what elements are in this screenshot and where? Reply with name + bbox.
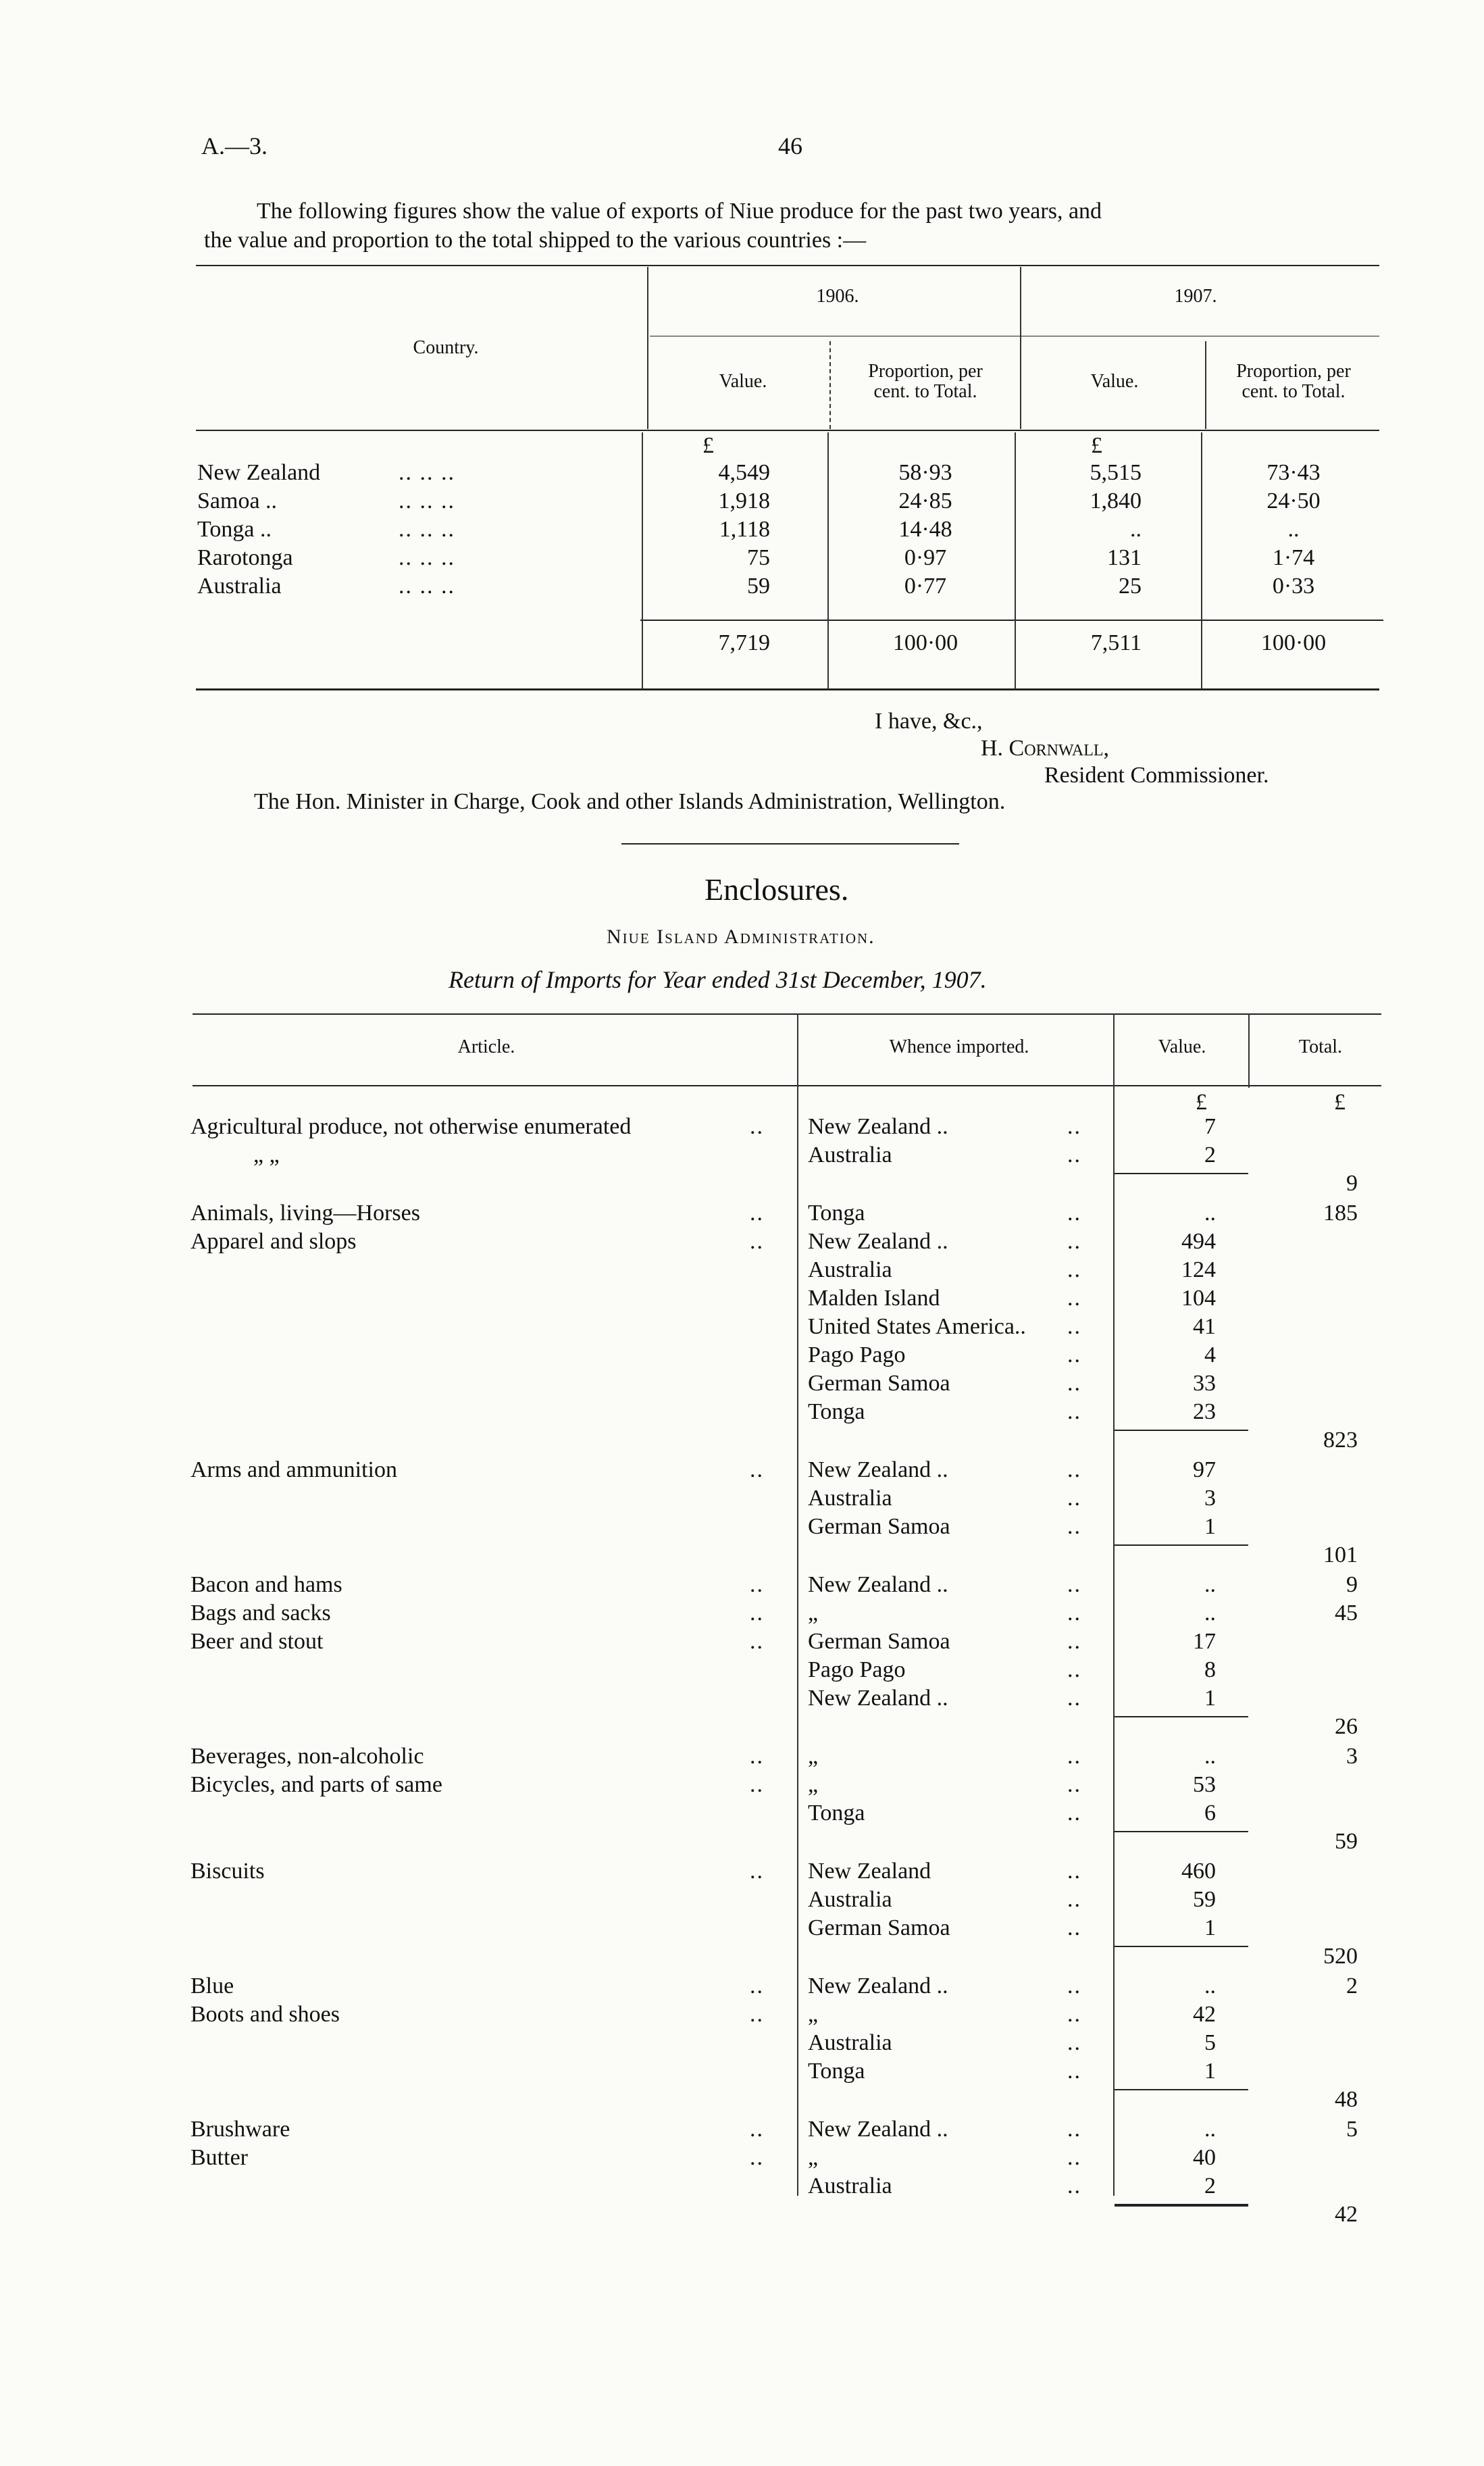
import-value: 97 [1193,1457,1216,1482]
import-total: 3 [1346,1744,1358,1769]
leader-dots: .. [750,1629,764,1654]
leader-dots: .. .. .. [399,488,455,513]
leader-dots: .. [1067,2117,1081,2142]
import-article: Agricultural produce, not otherwise enumerated [190,1114,632,1139]
addressee: The Hon. Minister in Charge, Cook and other Islands Administration, Wellington. [254,789,1006,814]
import-value: 124 [1181,1257,1216,1282]
export-proportion-1907: 73·43 [1266,460,1321,485]
export-value-1906: 75 [747,545,770,570]
col-value: Value. [1158,1036,1206,1057]
total-value-1907: 7,511 [1090,630,1142,655]
import-total: 9 [1346,1171,1358,1196]
import-article: Brushware [190,2117,290,2142]
leader-dots: .. [1067,1371,1081,1396]
leader-dots: .. [1067,1572,1081,1597]
leader-dots: .. [1067,1744,1081,1769]
leader-dots: .. [1067,1457,1081,1482]
leader-dots: .. [750,1572,764,1597]
import-article: Arms and ammunition [190,1457,397,1482]
import-value: 42 [1193,2002,1216,2027]
subtotal-rule [1115,1946,1248,1947]
import-whence: Australia [808,1257,892,1282]
import-article: Animals, living—Horses [190,1201,420,1226]
leader-dots: .. [1067,2059,1081,2084]
import-value: 1 [1204,1514,1216,1539]
import-whence: German Samoa [808,1514,950,1539]
import-value: 104 [1181,1286,1216,1311]
currency-1907: £ [1091,433,1102,458]
leader-dots: .. [750,2145,764,2170]
import-value: 59 [1193,1887,1216,1912]
leader-dots: .. [1067,1142,1081,1167]
col-proportion-1906: Proportion, per cent. to Total. [868,361,983,402]
export-value-1907: 131 [1107,545,1142,570]
import-article: Bicycles, and parts of same [190,1772,442,1797]
leader-dots: .. [1067,1772,1081,1797]
import-whence: New Zealand .. [808,1114,948,1139]
leader-dots: .. [1067,1801,1081,1826]
import-value: 460 [1181,1859,1216,1884]
leader-dots: .. [1067,1973,1081,1998]
leader-dots: .. [1067,2002,1081,2027]
export-proportion-1907: .. [1287,517,1300,542]
import-article: Beer and stout [190,1629,324,1654]
import-whence: New Zealand .. [808,1457,948,1482]
leader-dots: .. [750,2117,764,2142]
export-proportion-1907: 1·74 [1272,545,1315,570]
export-value-1907: 1,840 [1090,488,1142,513]
import-value: .. [1204,1601,1216,1626]
import-article-ditto: „ „ [253,1142,280,1167]
leader-dots: .. [750,1114,764,1139]
leader-dots: .. [750,1772,764,1797]
page-number: 46 [778,132,802,159]
import-value: 6 [1204,1801,1216,1826]
export-proportion-1906: 14·48 [898,517,952,542]
import-article: Bacon and hams [190,1572,342,1597]
import-whence: Tonga [808,1201,865,1226]
col-article: Article. [457,1036,515,1057]
return-subtitle: Return of Imports for Year ended 31st December, 1907. [449,966,987,993]
import-article: Apparel and slops [190,1229,357,1254]
leader-dots: .. [750,1229,764,1254]
import-whence: Malden Island [808,1286,940,1311]
import-whence: Tonga [808,1801,865,1826]
total-proportion-1906: 100·00 [892,630,958,655]
total-proportion-1907: 100·00 [1260,630,1327,655]
import-total: 26 [1335,1714,1358,1739]
leader-dots: .. [1067,1201,1081,1226]
leader-dots: .. [1067,1915,1081,1940]
import-whence: New Zealand .. [808,2117,948,2142]
currency-1906: £ [702,433,714,458]
currency-total: £ [1334,1090,1346,1115]
import-value: .. [1204,1744,1216,1769]
import-value: 41 [1193,1314,1216,1339]
signatory-name: H. Cornwall, [981,736,1110,761]
import-whence: „ [808,2002,819,2027]
leader-dots: .. [1067,1514,1081,1539]
subtotal-rule [1115,2089,1248,2090]
administration-name: Niue Island Administration. [607,926,875,948]
subtotal-rule [1115,1831,1248,1832]
import-whence: „ [808,1601,819,1626]
import-value: 2 [1204,1142,1216,1167]
leader-dots: .. [1067,1342,1081,1367]
subtotal-rule [1115,1544,1248,1546]
import-article: Beverages, non-alcoholic [190,1744,424,1769]
export-proportion-1907: 0·33 [1272,574,1315,599]
closing: I have, &c., [875,709,983,734]
leader-dots: .. [1067,1257,1081,1282]
import-value: 40 [1193,2145,1216,2170]
col-value-1906: Value. [719,371,767,392]
import-total: 9 [1346,1572,1358,1597]
import-total: 823 [1323,1428,1358,1453]
export-value-1907: 25 [1119,574,1142,599]
export-value-1906: 1,918 [718,488,770,513]
export-value-1906: 1,118 [719,517,770,542]
import-whence: German Samoa [808,1371,950,1396]
export-proportion-1906: 0·97 [904,545,947,570]
leader-dots: .. [1067,1657,1081,1682]
enclosures-heading: Enclosures. [705,872,849,907]
import-article: Blue [190,1973,234,1998]
leader-dots: .. [1067,1399,1081,1424]
import-value: 7 [1204,1114,1216,1139]
export-proportion-1907: 24·50 [1266,488,1321,513]
import-value: 33 [1193,1371,1216,1396]
closing-rule [1115,2205,1248,2207]
import-whence: New Zealand [808,1859,931,1884]
export-value-1907: 5,515 [1090,460,1142,485]
leader-dots: .. [750,1744,764,1769]
import-whence: Pago Pago [808,1342,906,1367]
import-whence: New Zealand .. [808,1973,948,1998]
export-proportion-1906: 24·85 [898,488,952,513]
import-value: 5 [1204,2030,1216,2055]
import-value: .. [1204,1201,1216,1226]
import-article: Boots and shoes [190,2002,340,2027]
import-value: 1 [1204,2059,1216,2084]
leader-dots: .. [1067,2173,1081,2198]
col-year-1906: 1906. [816,286,859,307]
import-total: 101 [1323,1542,1358,1567]
leader-dots: .. [1067,1887,1081,1912]
import-value: 1 [1204,1686,1216,1711]
import-whence: „ [808,1772,819,1797]
import-whence: „ [808,1744,819,1769]
export-country: Tonga .. [197,517,272,542]
import-value: 17 [1193,1629,1216,1654]
import-value: .. [1204,1973,1216,1998]
leader-dots: .. [1067,1286,1081,1311]
subtotal-rule [1115,1430,1248,1431]
export-country: New Zealand [197,460,321,485]
leader-dots: .. [1067,2030,1081,2055]
leader-dots: .. [750,1201,764,1226]
import-whence: Tonga [808,1399,865,1424]
export-country: Samoa .. [197,488,278,513]
import-value: 3 [1204,1486,1216,1511]
total-value-1906: 7,719 [718,630,770,655]
import-whence: Australia [808,1486,892,1511]
import-article: Bags and sacks [190,1601,331,1626]
import-total: 520 [1323,1944,1358,1969]
import-total: 2 [1346,1973,1358,1998]
import-whence: „ [808,2145,819,2170]
col-whence: Whence imported. [889,1036,1029,1057]
import-value: 4 [1204,1342,1216,1367]
import-whence: Australia [808,2030,892,2055]
signatory-title: Resident Commissioner. [1044,763,1269,788]
import-value: 494 [1181,1229,1216,1254]
import-whence: New Zealand .. [808,1229,948,1254]
document-reference: A.—3. [201,132,267,159]
import-value: .. [1204,2117,1216,2142]
import-total: 5 [1346,2117,1358,2142]
import-whence: Tonga [808,2059,865,2084]
import-whence: New Zealand .. [808,1572,948,1597]
leader-dots: .. [750,2002,764,2027]
leader-dots: .. .. .. [399,517,455,542]
col-year-1907: 1907. [1174,286,1217,307]
leader-dots: .. [1067,1229,1081,1254]
leader-dots: .. .. .. [399,460,455,485]
leader-dots: .. [750,1973,764,1998]
leader-dots: .. [750,1457,764,1482]
leader-dots: .. [1067,1314,1081,1339]
leader-dots: .. [1067,1486,1081,1511]
leader-dots: .. [1067,1601,1081,1626]
import-total: 45 [1335,1601,1358,1626]
import-article: Butter [190,2145,248,2170]
divider [621,843,959,845]
export-value-1907: .. [1130,517,1142,542]
import-whence: German Samoa [808,1915,950,1940]
import-value: .. [1204,1572,1216,1597]
export-proportion-1906: 58·93 [898,460,952,485]
import-whence: United States America.. [808,1314,1026,1339]
subtotal-rule [1115,1173,1248,1174]
import-total: 185 [1323,1201,1358,1226]
import-value: 1 [1204,1915,1216,1940]
import-whence: German Samoa [808,1629,950,1654]
leader-dots: .. [750,1601,764,1626]
currency-value: £ [1196,1090,1207,1115]
import-value: 53 [1193,1772,1216,1797]
import-whence: Australia [808,1142,892,1167]
leader-dots: .. .. .. [399,574,455,599]
import-whence: Australia [808,1887,892,1912]
export-value-1906: 4,549 [718,460,770,485]
export-country: Rarotonga [197,545,293,570]
col-proportion-1907: Proportion, per cent. to Total. [1236,361,1351,402]
leader-dots: .. [1067,2145,1081,2170]
import-whence: Australia [808,2173,892,2198]
import-total: 42 [1335,2202,1358,2227]
intro-line-1: The following figures show the value of exports of Niue produce for the past two years, and [257,199,1102,224]
import-value: 8 [1204,1657,1216,1682]
import-value: 2 [1204,2173,1216,2198]
subtotal-rule [1115,1716,1248,1717]
import-value: 23 [1193,1399,1216,1424]
col-value-1907: Value. [1090,371,1139,392]
leader-dots: .. .. .. [399,545,455,570]
leader-dots: .. [1067,1686,1081,1711]
export-value-1906: 59 [747,574,770,599]
export-country: Australia [197,574,282,599]
intro-line-2: the value and proportion to the total shipped to the various countries :— [204,228,867,253]
import-article: Biscuits [190,1859,265,1884]
leader-dots: .. [1067,1629,1081,1654]
import-total: 48 [1335,2087,1358,2112]
import-total: 59 [1335,1829,1358,1854]
import-whence: New Zealand .. [808,1686,948,1711]
export-proportion-1906: 0·77 [904,574,947,599]
leader-dots: .. [1067,1114,1081,1139]
leader-dots: .. [1067,1859,1081,1884]
col-country: Country. [413,337,479,358]
leader-dots: .. [750,1859,764,1884]
col-total: Total. [1298,1036,1343,1057]
import-whence: Pago Pago [808,1657,906,1682]
